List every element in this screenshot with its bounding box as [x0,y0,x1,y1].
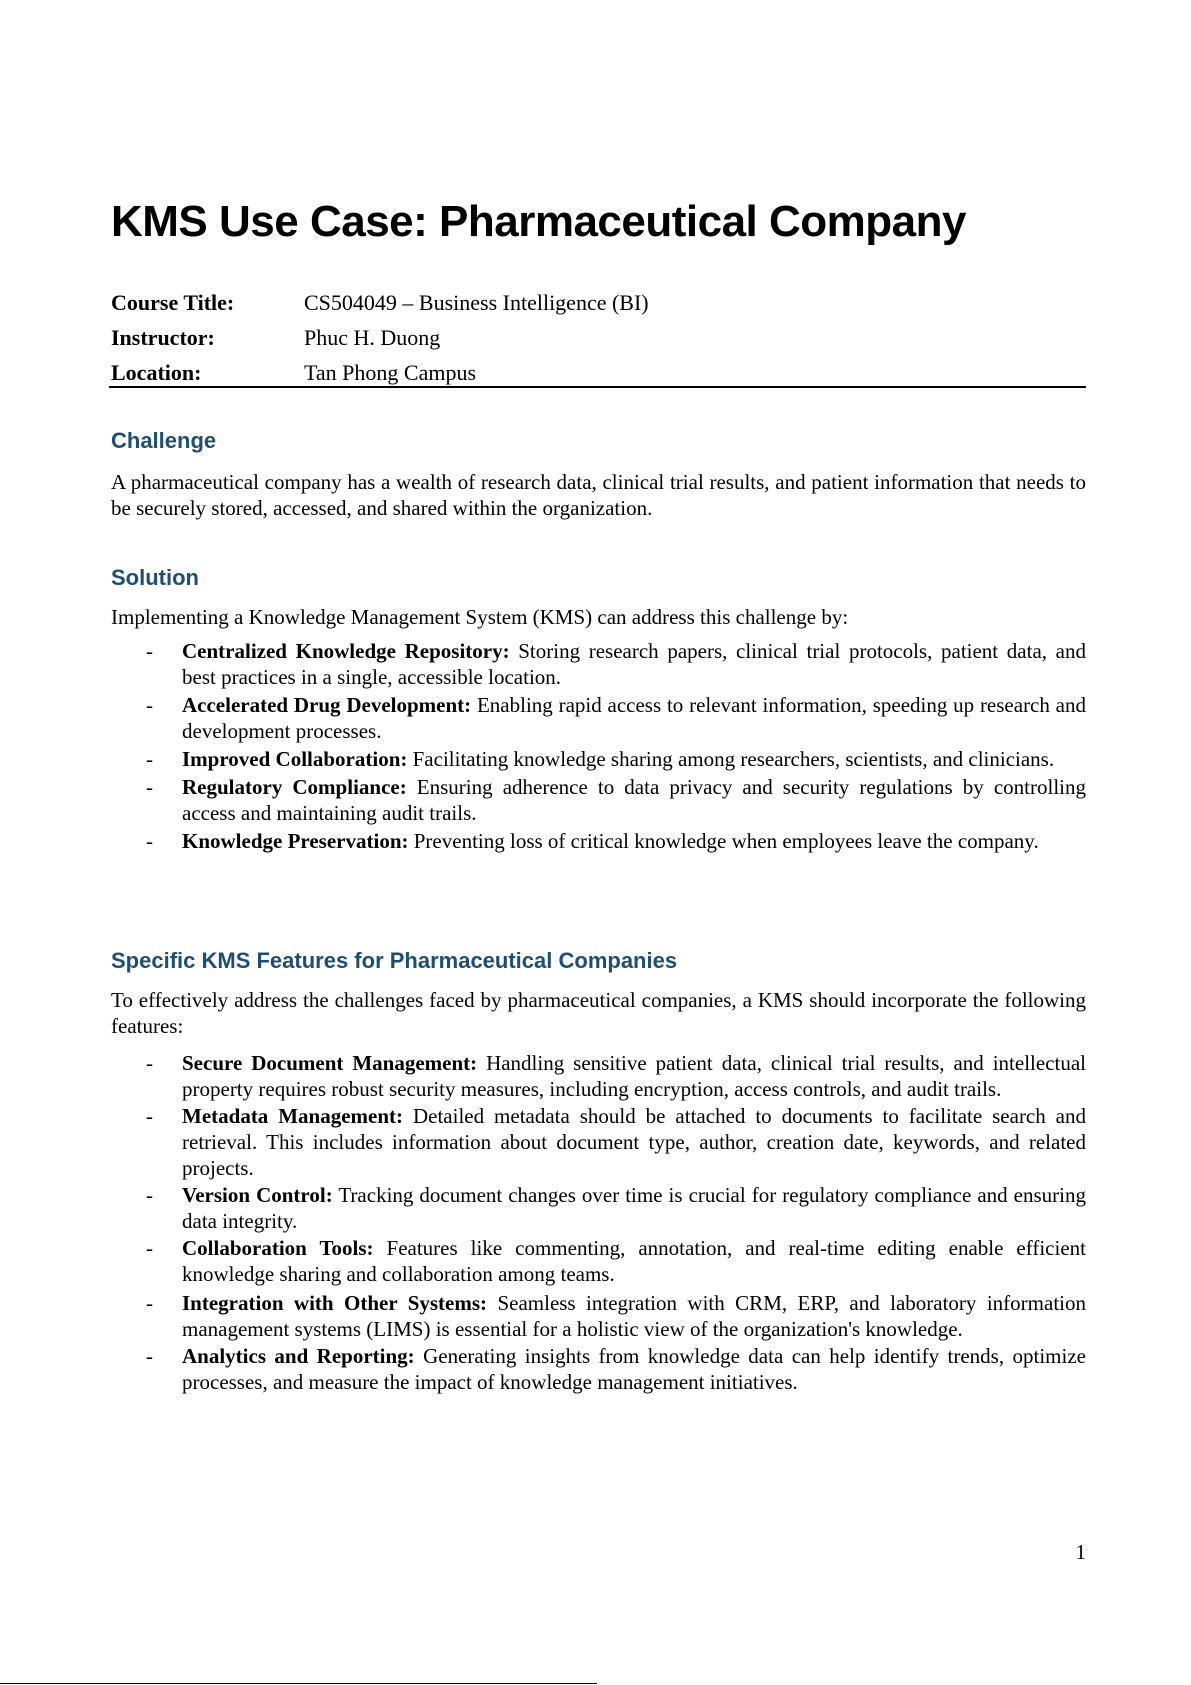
list-item-term: Improved Collaboration: [182,747,408,771]
solution-heading: Solution [111,565,199,590]
features-intro: To effectively address the challenges faced by pharmaceutical companies, a KMS should incorporate the following features: [111,988,1086,1038]
list-item-text: Detailed metadata should be attached to documents to facilitate search and retrieval. This includes information about document type, author, creation date, keywords, and related projects. [182,1104,1087,1180]
list-dash: - [146,639,153,663]
course-title-value: CS504049 – Business Intelligence (BI) [304,289,649,315]
list-dash: - [146,1051,153,1075]
list-dash: - [146,1104,153,1128]
list-item-term: Accelerated Drug Development: [182,693,472,717]
list-item [111,1235,1086,1287]
list-item [111,1182,1086,1234]
header-divider [109,386,1086,388]
list-dash: - [146,1183,153,1207]
list-item-text: Seamless integration with CRM, ERP, and laboratory information management systems (LIMS) is essential for a holistic view of the organization's knowledge. [182,1291,1086,1341]
list-item-term: Metadata Management: [182,1104,404,1128]
list-item-text: Tracking document changes over time is crucial for regulatory compliance and ensuring data integrity. [182,1183,1086,1233]
list-item [111,828,1086,854]
list-item-term: Knowledge Preservation: [182,829,409,853]
instructor-row [111,320,1086,355]
list-item-term: Version Control: [182,1183,333,1207]
list-dash: - [146,775,153,799]
list-item-text: Facilitating knowledge sharing among researchers, scientists, and clinicians. [407,747,1055,771]
list-item-term: Centralized Knowledge Repository: [182,639,510,663]
list-item-text: Ensuring adherence to data privacy and security regulations by controlling access and maintaining audit trails. [182,775,1086,825]
list-item [111,1290,1086,1342]
list-item-term: Secure Document Management: [182,1051,478,1075]
list-item-term: Analytics and Reporting: [182,1344,415,1368]
list-item-text: Storing research papers, clinical trial protocols, patient data, and best practices in a single, accessible location. [182,639,1086,689]
list-item [111,1343,1086,1395]
list-dash: - [146,1236,153,1260]
list-item-text: Features like commenting, annotation, and real-time editing enable efficient knowledge sharing and collaboration among teams. [182,1236,1086,1286]
course-title-row [111,285,1086,320]
list-dash: - [146,747,153,771]
instructor-label: Instructor: [111,324,215,350]
list-item [111,638,1086,690]
list-dash: - [146,829,153,853]
list-item-term: Integration with Other Systems: [182,1291,488,1315]
solution-intro: Implementing a Knowledge Management System (KMS) can address this challenge by: [111,605,849,629]
list-item-term: Regulatory Compliance: [182,775,407,799]
list-item [111,746,1086,772]
challenge-heading: Challenge [111,428,217,453]
list-item-text: Enabling rapid access to relevant information, speeding up research and development processes. [182,693,1086,743]
page-number: 1 [1075,1540,1086,1564]
course-info-table [111,285,1086,390]
document-title: KMS Use Case: Pharmaceutical Company [111,197,966,246]
list-item [111,774,1086,826]
list-dash: - [146,1291,153,1315]
list-item [111,1103,1086,1181]
course-title-label: Course Title: [111,289,235,315]
list-item-text: Preventing loss of critical knowledge when employees leave the company. [408,829,1039,853]
list-item [111,1050,1086,1102]
location-label: Location: [111,359,202,385]
location-row [111,355,1086,390]
footer-rule [0,1683,597,1684]
list-item-term: Collaboration Tools: [182,1236,374,1260]
features-list [111,1050,1086,1395]
instructor-value: Phuc H. Duong [304,324,441,350]
list-dash: - [146,1344,153,1368]
list-dash: - [146,693,153,717]
challenge-text: A pharmaceutical company has a wealth of research data, clinical trial results, and patient information that needs to be securely stored, accessed, and shared within the organization. [111,470,1086,520]
solution-list [111,638,1086,854]
list-item [111,692,1086,744]
features-heading: Specific KMS Features for Pharmaceutical Companies [111,948,678,973]
list-item-text: Handling sensitive patient data, clinical trial results, and intellectual property requires robust security measures, including encryption, access controls, and audit trails. [182,1051,1086,1101]
list-item-text: Generating insights from knowledge data can help identify trends, optimize processes, and measure the impact of knowledge management initiatives. [182,1344,1086,1394]
location-value: Tan Phong Campus [304,359,477,385]
